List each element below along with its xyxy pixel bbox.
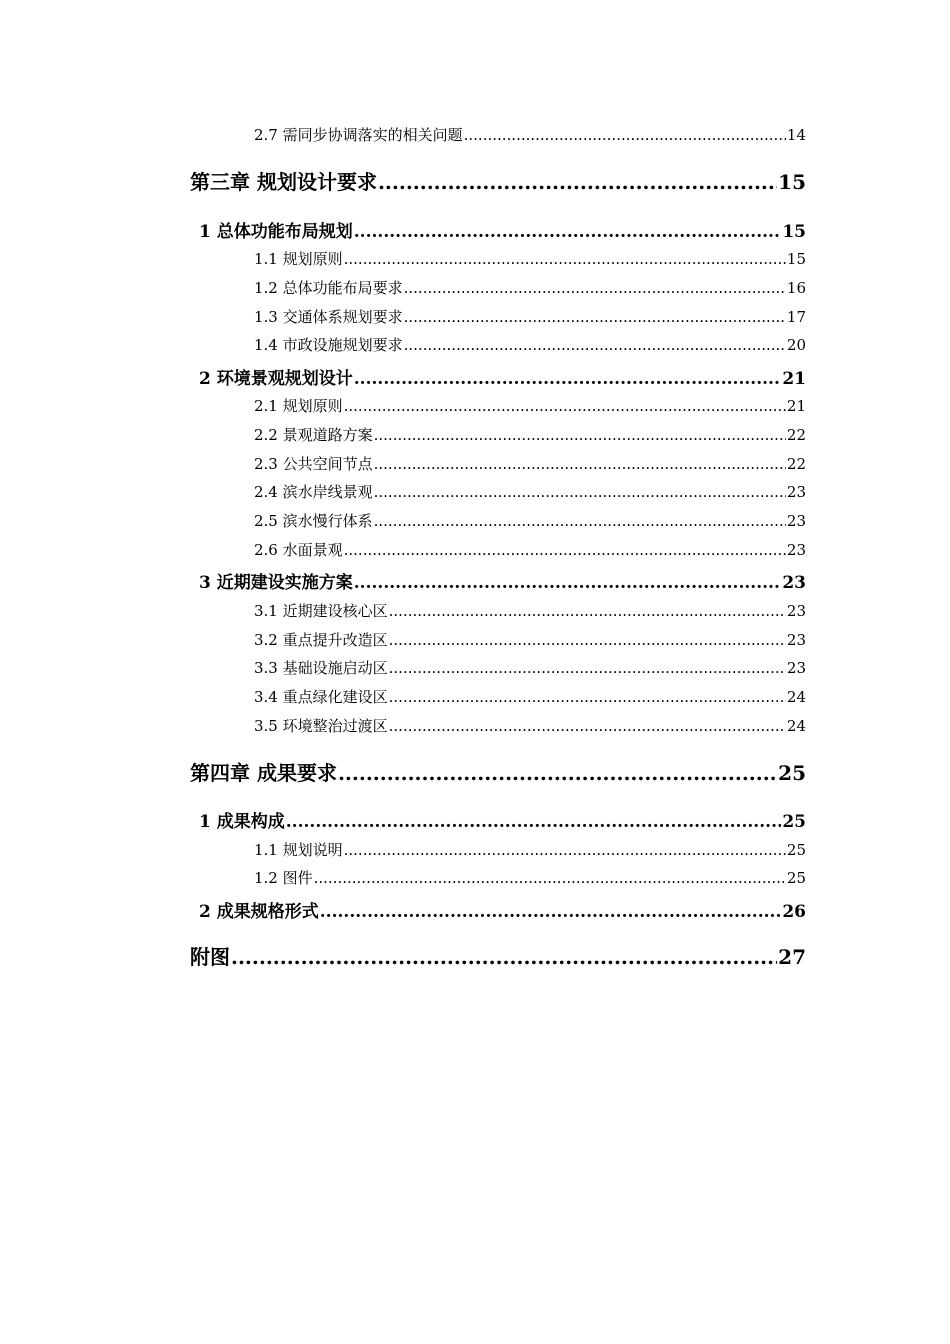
toc-entry[interactable] <box>254 334 806 355</box>
toc-entry-page: 26 <box>782 902 806 922</box>
toc-entry-page: 21 <box>786 397 806 415</box>
toc-entry-page: 20 <box>786 336 806 354</box>
toc-entry-page: 23 <box>786 541 806 559</box>
toc-entry-page: 25 <box>786 869 806 887</box>
toc-section-entry[interactable] <box>199 364 806 389</box>
toc-entry-page: 23 <box>782 573 806 593</box>
toc-entry-title: 3.4 重点绿化建设区 <box>254 688 388 706</box>
toc-entry[interactable] <box>254 629 806 650</box>
toc-entry-title: 1.2 图件 <box>254 869 313 887</box>
toc-section-entry[interactable] <box>199 897 806 922</box>
toc-entry[interactable] <box>254 481 806 502</box>
toc-leader-dots <box>344 841 786 859</box>
toc-entry[interactable] <box>254 600 806 621</box>
toc-entry-title: 1 成果构成 <box>199 812 285 832</box>
toc-entry[interactable] <box>254 248 806 269</box>
toc-leader-dots <box>404 279 786 297</box>
toc-leader-dots <box>374 483 786 501</box>
toc-entry-title: 1.4 市政设施规划要求 <box>254 336 403 354</box>
toc-entry-page: 22 <box>786 455 806 473</box>
toc-entry-page: 22 <box>786 426 806 444</box>
toc-leader-dots <box>231 945 777 969</box>
toc-leader-dots <box>389 631 786 649</box>
toc-leader-dots <box>389 659 786 677</box>
toc-entry-title: 2.4 滨水岸线景观 <box>254 483 373 501</box>
toc-entry-page: 15 <box>778 170 806 194</box>
toc-entry[interactable] <box>254 839 806 860</box>
toc-entry-page: 25 <box>782 812 806 832</box>
toc-entry-title: 1.3 交通体系规划要求 <box>254 308 403 326</box>
toc-entry-page: 23 <box>786 602 806 620</box>
toc-entry-page: 25 <box>786 841 806 859</box>
toc-leader-dots <box>354 573 782 593</box>
toc-entry[interactable] <box>254 424 806 445</box>
toc-entry[interactable] <box>254 124 806 145</box>
toc-entry-page: 24 <box>786 688 806 706</box>
toc-leader-dots <box>344 397 786 415</box>
toc-entry-title: 第三章 规划设计要求 <box>190 170 377 194</box>
toc-entry-title: 1.2 总体功能布局要求 <box>254 279 403 297</box>
toc-entry-title: 3.3 基础设施启动区 <box>254 659 388 677</box>
toc-entry-page: 23 <box>786 483 806 501</box>
toc-chapter-entry[interactable] <box>190 166 806 195</box>
toc-entry[interactable] <box>254 657 806 678</box>
toc-entry-title: 2.5 滨水慢行体系 <box>254 512 373 530</box>
toc-entry-page: 17 <box>786 308 806 326</box>
toc-entry-title: 2.6 水面景观 <box>254 541 343 559</box>
toc-entry-title: 2 环境景观规划设计 <box>199 369 353 389</box>
toc-entry-page: 23 <box>786 631 806 649</box>
toc-leader-dots <box>389 602 786 620</box>
toc-leader-dots <box>286 812 782 832</box>
toc-leader-dots <box>464 126 786 144</box>
toc-leader-dots <box>389 688 786 706</box>
toc-entry-title: 1.1 规划原则 <box>254 250 343 268</box>
toc-entry-title: 1.1 规划说明 <box>254 841 343 859</box>
toc-entry[interactable] <box>254 453 806 474</box>
toc-section-entry[interactable] <box>199 217 806 242</box>
toc-entry-page: 23 <box>786 512 806 530</box>
toc-leader-dots <box>378 170 777 194</box>
toc-entry-page: 15 <box>786 250 806 268</box>
toc-entry-title: 2.7 需同步协调落实的相关问题 <box>254 126 463 144</box>
toc-leader-dots <box>354 369 782 389</box>
toc-leader-dots <box>404 336 786 354</box>
toc-leader-dots <box>344 250 786 268</box>
toc-leader-dots <box>374 512 786 530</box>
toc-leader-dots <box>354 222 782 242</box>
toc-entry-page: 16 <box>786 279 806 297</box>
toc-entry-page: 25 <box>778 761 806 785</box>
toc-section-entry[interactable] <box>199 568 806 593</box>
toc-leader-dots <box>320 902 782 922</box>
toc-leader-dots <box>374 426 786 444</box>
toc-entry[interactable] <box>254 715 806 736</box>
toc-entry-title: 第四章 成果要求 <box>190 761 337 785</box>
toc-entry-page: 21 <box>782 369 806 389</box>
toc-leader-dots <box>314 869 786 887</box>
toc-entry-page: 15 <box>782 222 806 242</box>
toc-entry-title: 1 总体功能布局规划 <box>199 222 353 242</box>
toc-entry-title: 3.5 环境整治过渡区 <box>254 717 388 735</box>
toc-entry[interactable] <box>254 306 806 327</box>
toc-leader-dots <box>338 761 777 785</box>
toc-entry[interactable] <box>254 277 806 298</box>
toc-section-entry[interactable] <box>199 807 806 832</box>
toc-entry-title: 附图 <box>190 945 230 969</box>
toc-entry-title: 2.1 规划原则 <box>254 397 343 415</box>
toc-entry-page: 14 <box>786 126 806 144</box>
toc-chapter-entry[interactable] <box>190 941 806 970</box>
toc-entry[interactable] <box>254 510 806 531</box>
toc-entry-title: 2 成果规格形式 <box>199 902 319 922</box>
toc-entry-title: 3 近期建设实施方案 <box>199 573 353 593</box>
toc-entry-page: 24 <box>786 717 806 735</box>
toc-entry[interactable] <box>254 395 806 416</box>
toc-entry-title: 2.2 景观道路方案 <box>254 426 373 444</box>
toc-chapter-entry[interactable] <box>190 757 806 786</box>
toc-entry-page: 27 <box>778 945 806 969</box>
toc-leader-dots <box>344 541 786 559</box>
toc-entry[interactable] <box>254 539 806 560</box>
toc-entry-title: 2.3 公共空间节点 <box>254 455 373 473</box>
toc-entry-title: 3.2 重点提升改造区 <box>254 631 388 649</box>
toc-leader-dots <box>389 717 786 735</box>
toc-entry-title: 3.1 近期建设核心区 <box>254 602 388 620</box>
toc-entry[interactable] <box>254 686 806 707</box>
toc-leader-dots <box>404 308 786 326</box>
toc-entry-page: 23 <box>786 659 806 677</box>
toc-entry[interactable] <box>254 867 806 888</box>
toc-leader-dots <box>374 455 786 473</box>
